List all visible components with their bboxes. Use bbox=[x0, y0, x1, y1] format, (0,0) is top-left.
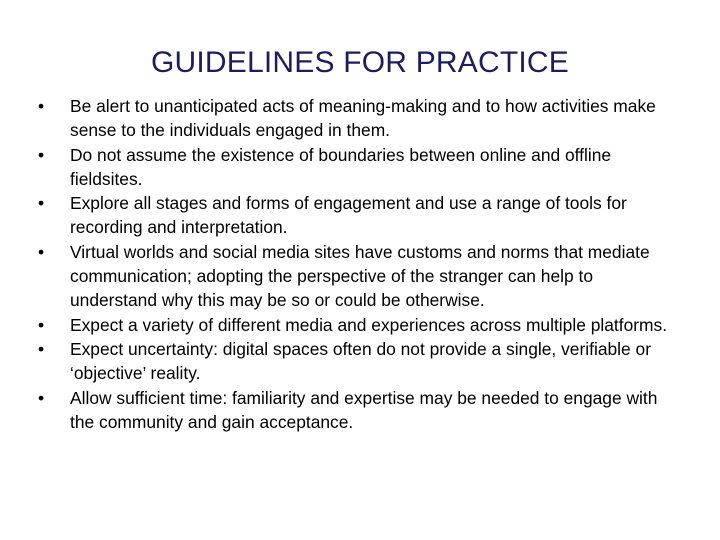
bullet-text: Explore all stages and forms of engagement and use a range of tools for recording and interpretation. bbox=[70, 193, 627, 238]
bullet-text: Be alert to unanticipated acts of meaning-making and to how activities make sense to the individuals engaged in them. bbox=[70, 96, 656, 141]
bullet-text: Do not assume the existence of boundaries between online and offline fieldsites. bbox=[70, 144, 612, 189]
bullet-item bbox=[38, 240, 678, 313]
bullet-list bbox=[38, 94, 678, 434]
bullet-item bbox=[38, 94, 678, 143]
bullet-marker: • bbox=[38, 144, 45, 165]
bullet-marker: • bbox=[38, 387, 45, 408]
bullet-text: Expect uncertainty: digital spaces often do not provide a single, verifiable or ‘objective’ reality. bbox=[70, 338, 651, 384]
bullet-item bbox=[38, 191, 678, 240]
bullet-text: Expect a variety of different media and experiences across multiple platforms. bbox=[70, 314, 668, 335]
bullet-text: Allow sufficient time: familiarity and expertise may be needed to engage with the community and gain acceptance. bbox=[70, 387, 658, 432]
bullet-marker: • bbox=[38, 96, 45, 116]
bullet-item bbox=[38, 143, 678, 192]
bullet-marker: • bbox=[38, 193, 45, 214]
bullet-marker: • bbox=[38, 338, 45, 359]
bullet-item bbox=[38, 337, 678, 386]
bullet-item bbox=[38, 386, 678, 435]
bullet-item bbox=[38, 313, 678, 337]
bullet-text: Virtual worlds and social media sites have customs and norms that mediate communication; adopting the perspective of the stranger can help to understand why this may be so or could be otherwise. bbox=[70, 241, 650, 311]
bullet-marker: • bbox=[38, 241, 45, 262]
slide-title: GUIDELINES FOR PRACTICE bbox=[151, 46, 569, 79]
bullet-marker: • bbox=[38, 314, 45, 335]
